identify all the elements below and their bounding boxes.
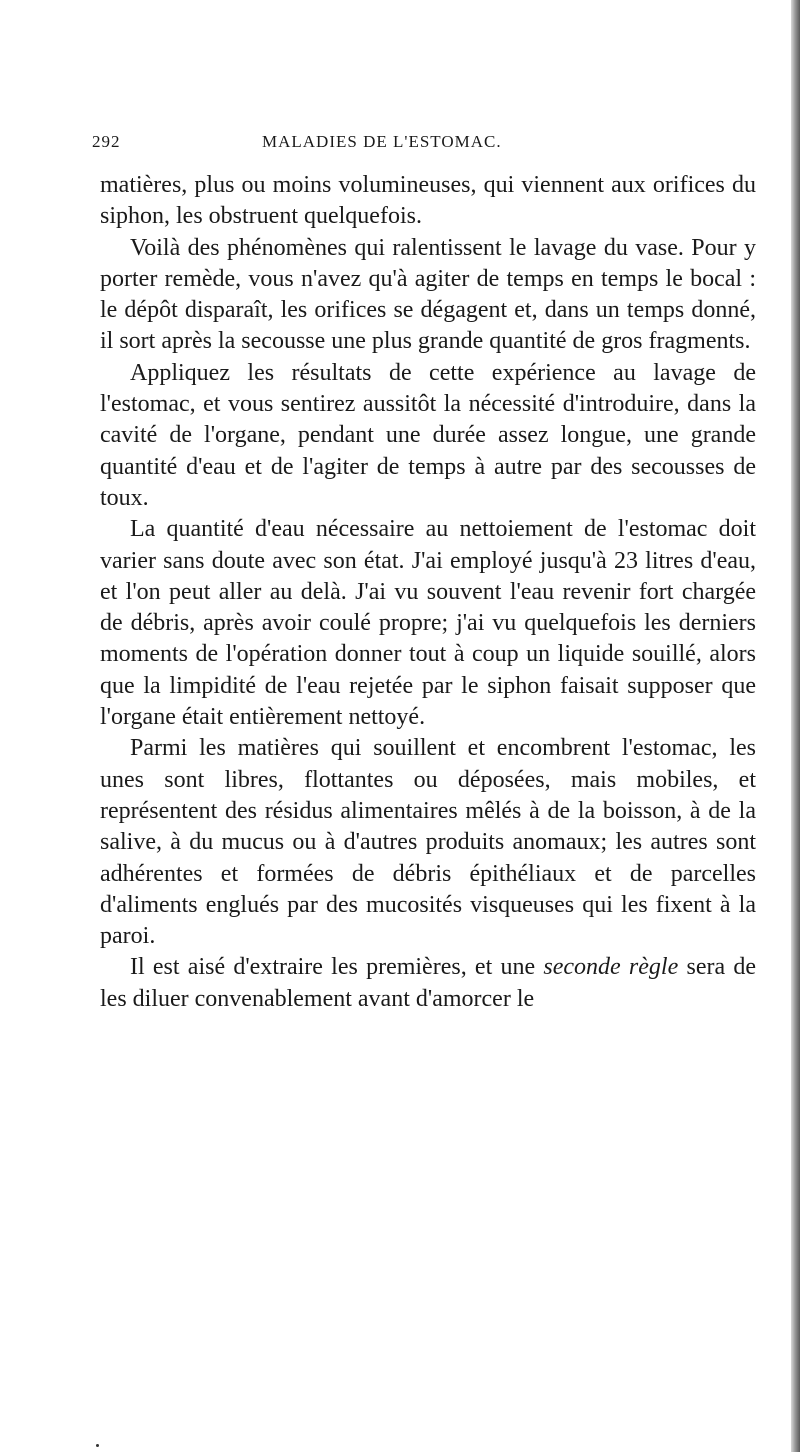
body-text <box>100 170 756 1015</box>
page-number: 292 <box>92 132 121 151</box>
paragraph-2: Voilà des phénomènes qui ralentissent le lavage du vase. Pour y porter remède, vous n'avez qu'à agiter de temps en temps le bocal : le dépôt disparaît, les orifices se dégagent et, dans un temps donné, il sort après la secousse une plus grande quantité de gros fragments. <box>100 234 756 355</box>
page-edge-shadow <box>791 0 800 1452</box>
paragraph-6-end: sera de les diluer convenablement avant d'amorcer le <box>100 954 757 1012</box>
paragraph-5: Parmi les matières qui souillent et encombrent l'estomac, les unes sont libres, flottantes ou déposées, mais mobiles, et représentent des résidus alimentaires mêlés à de la boisson, à de la salive, à du mucus ou à d'autres produits anomaux; les autres sont adhérentes et formées de débris épithéliaux et de parcelles d'aliments englués par des mucosités visqueuses qui les fixent à la paroi. <box>100 735 756 950</box>
running-title: MALADIES DE L'ESTOMAC. <box>262 132 502 151</box>
page-header <box>92 132 752 158</box>
paragraph-6-start: Il est aisé d'extraire les premières, et une <box>130 954 544 981</box>
paragraph-3: Appliquez les résultats de cette expérience au lavage de l'estomac, et vous sentirez aussitôt la nécessité d'introduire, dans la cavité de l'organe, pendant une durée assez longue, une grande quantité d'eau et de l'agiter de temps à autre par des secousses de toux. <box>100 359 756 511</box>
paragraph-6 <box>100 952 756 1015</box>
ink-speck <box>96 1444 99 1447</box>
paragraph-6-italic: seconde règle <box>543 954 679 981</box>
paragraph-1: matières, plus ou moins volumineuses, qui viennent aux orifices du siphon, les obstruent quelquefois. <box>100 172 756 230</box>
paragraph-4: La quantité d'eau nécessaire au nettoiement de l'estomac doit varier sans doute avec son état. J'ai employé jusqu'à 23 litres d'eau, et l'on peut aller au delà. J'ai vu souvent l'eau revenir fort chargée de débris, après avoir coulé propre; j'ai vu quelquefois les derniers moments de l'opération donner tout à coup un liquide souillé, alors que la limpidité de l'eau rejetée par le siphon faisait supposer que l'organe était entièrement nettoyé. <box>100 516 756 731</box>
